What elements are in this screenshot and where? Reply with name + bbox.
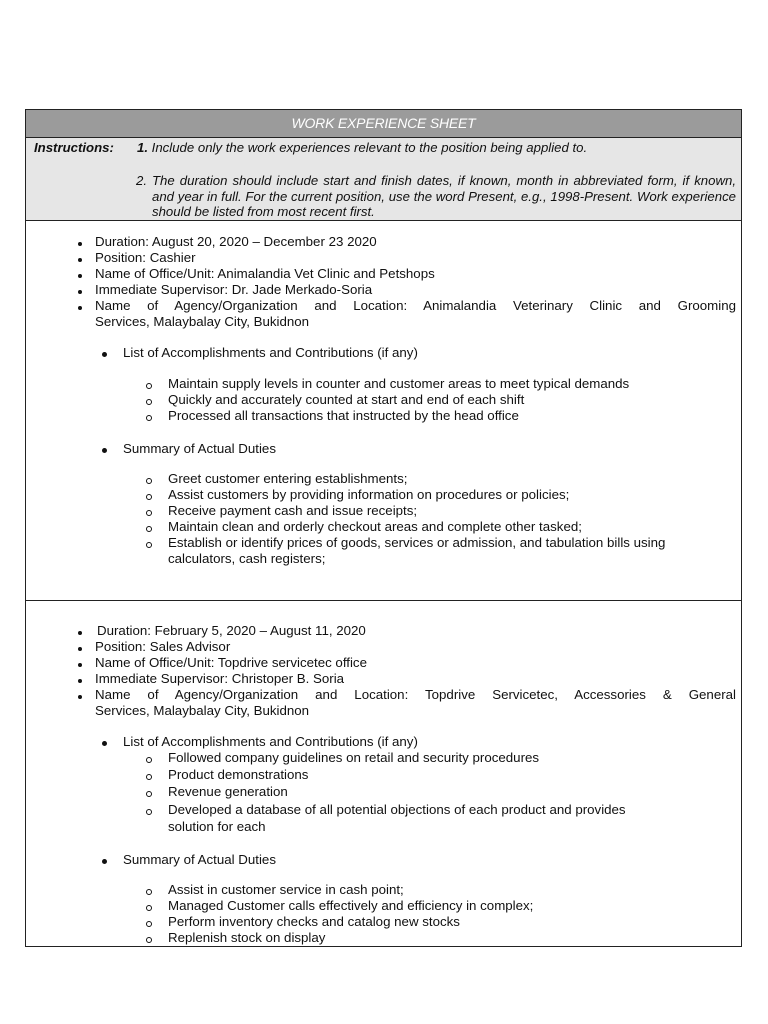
accomplishments-heading: List of Accomplishments and Contributions (if any) [123,345,418,360]
agency-location [95,298,736,330]
sheet-title: WORK EXPERIENCE SHEET [26,110,741,138]
office-unit: Name of Office/Unit: Topdrive servicetec office [95,655,367,670]
accomplishment-item-continuation: solution for each [168,819,266,834]
bullet-dot [78,647,82,651]
bullet-circle [146,809,152,815]
agency-location-line-2: Services, Malaybalay City, Bukidnon [95,314,310,329]
office-unit: Name of Office/Unit: Animalandia Vet Clinic and Petshops [95,266,435,281]
bullet-dot [102,352,107,357]
bullet-circle [146,757,152,763]
accomplishment-item: Quickly and accurately counted at start and end of each shift [168,392,525,407]
duties-heading: Summary of Actual Duties [123,441,276,456]
bullet-circle [146,791,152,797]
experience-entry-2 [26,601,741,949]
bullet-circle [146,905,152,911]
instructions-label: Instructions: [34,140,114,155]
bullet-dot [78,274,82,278]
agency-location [95,687,736,719]
bullet-circle [146,415,152,421]
duty-item: Replenish stock on display [168,930,326,945]
accomplishment-item: Revenue generation [168,784,288,799]
accomplishment-item: Developed a database of all potential objections of each product and provides [168,802,626,817]
instruction-item-2 [136,173,736,220]
duty-item: Assist customers by providing information on procedures or policies; [168,487,570,502]
bullet-circle [146,774,152,780]
bullet-dot [78,242,82,246]
instruction-item-1 [137,140,587,155]
duty-item: Establish or identify prices of goods, services or admission, and tabulation bills using [168,535,666,550]
duty-item: Receive payment cash and issue receipts; [168,503,418,518]
experience-entry-1 [26,221,741,601]
bullet-circle [146,921,152,927]
immediate-supervisor: Immediate Supervisor: Dr. Jade Merkado-Soria [95,282,373,297]
bullet-circle [146,399,152,405]
duty-item: Greet customer entering establishments; [168,471,408,486]
immediate-supervisor: Immediate Supervisor: Christoper B. Soria [95,671,345,686]
bullet-dot [78,258,82,262]
agency-location-line-1: Name of Agency/Organization and Location: Animalandia Veterinary Clinic and Grooming [95,298,736,313]
instruction-2-text: The duration should include start and finish dates, if known, month in abbreviated form, if known, and year in full. For the current position, use the word Present, e.g., 1998-Present. Work experience should be listed from most recent first. [152,173,736,219]
agency-location-line-1: Name of Agency/Organization and Location: Topdrive Servicetec, Accessories & General [95,687,736,702]
bullet-circle [146,510,152,516]
duration: Duration: August 20, 2020 – December 23 2020 [95,234,377,249]
accomplishments-heading: List of Accomplishments and Contributions (if any) [123,734,418,749]
accomplishment-item: Product demonstrations [168,767,309,782]
duty-item: Managed Customer calls effectively and efficiency in complex; [168,898,534,913]
bullet-circle [146,494,152,500]
duty-item: Perform inventory checks and catalog new stocks [168,914,460,929]
bullet-dot [102,741,107,746]
instruction-2-number: 2. [136,173,147,188]
bullet-circle [146,383,152,389]
bullet-circle [146,478,152,484]
bullet-dot [78,290,82,294]
work-experience-sheet [25,109,742,947]
position: Position: Sales Advisor [95,639,231,654]
duty-item-continuation: calculators, cash registers; [168,551,326,566]
bullet-dot [78,631,82,635]
bullet-circle [146,937,152,943]
duty-item: Assist in customer service in cash point; [168,882,404,897]
bullet-dot [78,695,82,699]
accomplishment-item: Followed company guidelines on retail and security procedures [168,750,540,765]
instruction-1-text: Include only the work experiences relevant to the position being applied to. [151,140,588,155]
accomplishment-item: Processed all transactions that instructed by the head office [168,408,519,423]
bullet-dot [102,859,107,864]
bullet-dot [78,663,82,667]
bullet-circle [146,542,152,548]
position: Position: Cashier [95,250,196,265]
bullet-dot [78,306,82,310]
bullet-circle [146,889,152,895]
instruction-1-number: 1. [137,140,148,155]
duties-heading: Summary of Actual Duties [123,852,276,867]
duration: Duration: February 5, 2020 – August 11, 2020 [97,623,366,638]
accomplishment-item: Maintain supply levels in counter and customer areas to meet typical demands [168,376,630,391]
bullet-dot [78,679,82,683]
bullet-circle [146,526,152,532]
agency-location-line-2: Services, Malaybalay City, Bukidnon [95,703,310,718]
bullet-dot [102,448,107,453]
instructions-block [26,138,741,221]
duty-item: Maintain clean and orderly checkout areas and complete other tasked; [168,519,582,534]
